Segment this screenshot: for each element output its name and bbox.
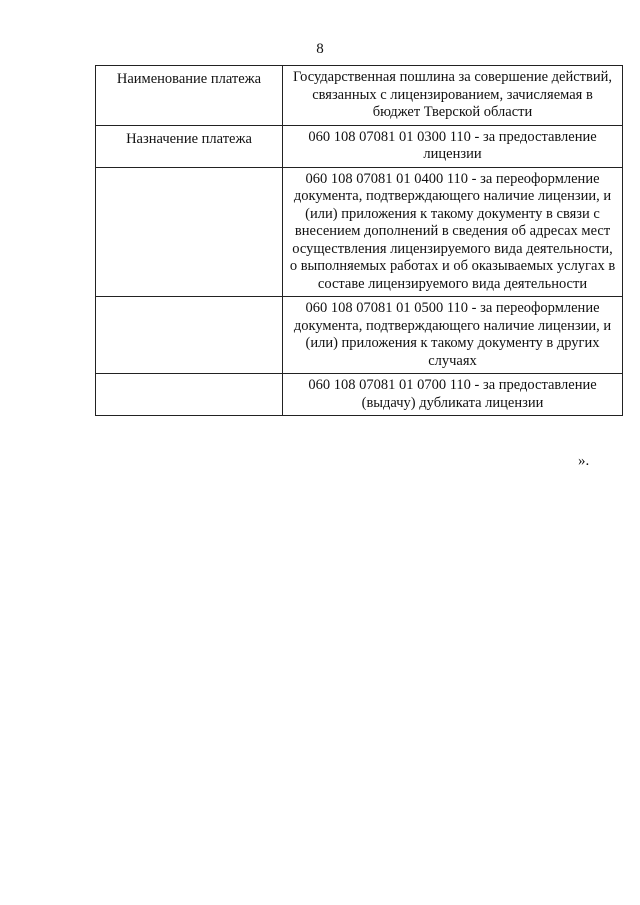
closing-quote-mark: ». [578, 453, 590, 469]
row-label: Наименование платежа [96, 66, 283, 126]
row-value: 060 108 07081 01 0700 110 - за предоставление (выдачу) дубликата лицензии [283, 374, 623, 416]
table-row [96, 374, 623, 416]
table-row [96, 66, 623, 126]
row-label [96, 297, 283, 374]
row-value: Государственная пошлина за совершение действий, связанных с лицензированием, зачисляемая в бюджет Тверской области [283, 66, 623, 126]
page-number: 8 [316, 41, 324, 57]
row-label: Назначение платежа [96, 125, 283, 167]
row-value: 060 108 07081 01 0400 110 - за переоформление документа, подтверждающего наличие лицензии, и (или) приложения к такому документу в связи с внесением дополнений в сведения об адресах мест осуществления лицензируемого вида деятельности, о выполняемых работах и об оказываемых услугах в составе лицензируемого вида деятельности [283, 167, 623, 297]
row-value: 060 108 07081 01 0300 110 - за предоставление лицензии [283, 125, 623, 167]
table-row [96, 167, 623, 297]
row-value: 060 108 07081 01 0500 110 - за переоформление документа, подтверждающего наличие лицензии, и (или) приложения к такому документу в других случаях [283, 297, 623, 374]
row-label [96, 374, 283, 416]
table-row [96, 297, 623, 374]
row-label [96, 167, 283, 297]
payment-details-table [95, 65, 623, 416]
table-row [96, 125, 623, 167]
